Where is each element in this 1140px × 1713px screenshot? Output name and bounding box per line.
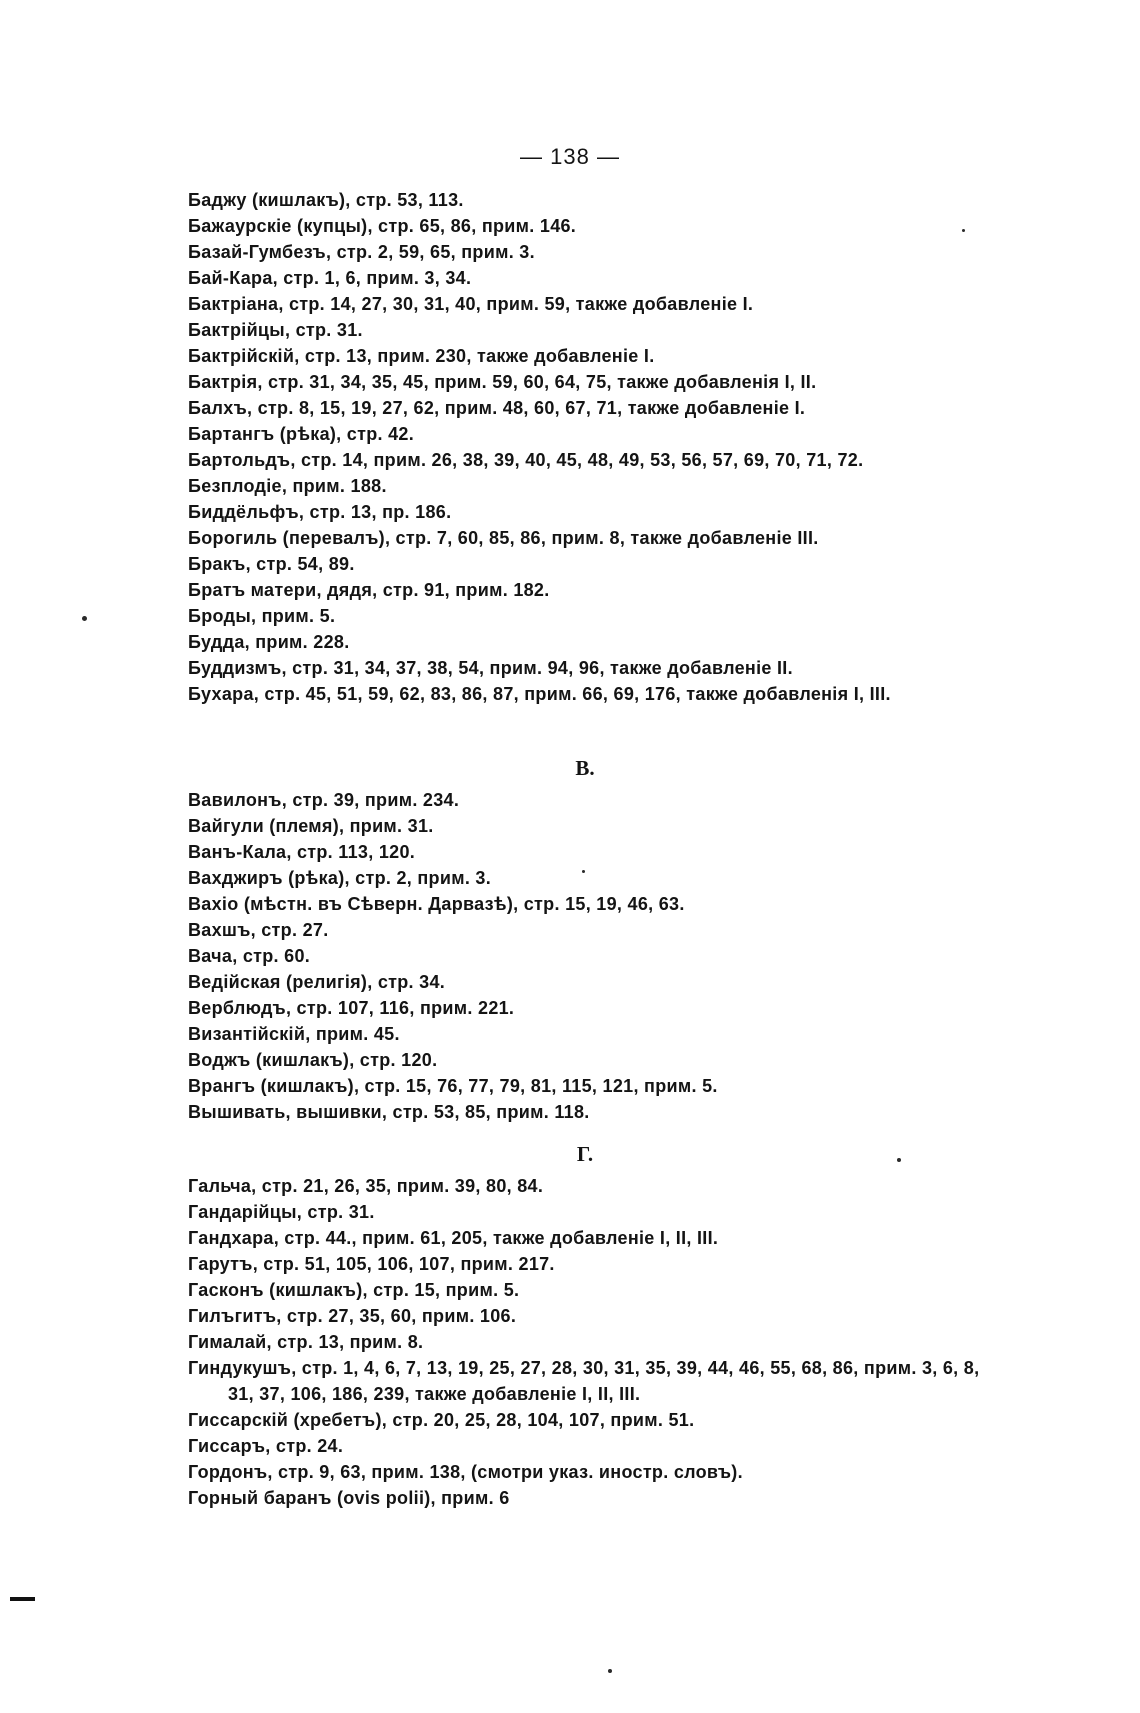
section-heading-v: В. bbox=[575, 756, 595, 780]
scan-speck bbox=[82, 616, 87, 621]
index-entry: Гальча, стр. 21, 26, 35, прим. 39, 80, 84. bbox=[188, 1176, 544, 1196]
index-entry: Базай-Гумбезъ, стр. 2, 59, 65, прим. 3. bbox=[188, 242, 535, 262]
scan-dash-mark bbox=[10, 1597, 35, 1601]
index-entry: Бактрія, стр. 31, 34, 35, 45, прим. 59, 60, 64, 75, также добавленія I, II. bbox=[188, 372, 817, 392]
index-entry: Гарутъ, стр. 51, 105, 106, 107, прим. 217. bbox=[188, 1254, 555, 1274]
index-entry: Врангъ (кишлакъ), стр. 15, 76, 77, 79, 81, 115, 121, прим. 5. bbox=[188, 1076, 718, 1096]
index-entry: Вайгули (племя), прим. 31. bbox=[188, 816, 434, 836]
scan-speck bbox=[897, 1158, 901, 1162]
index-entry: Гималай, стр. 13, прим. 8. bbox=[188, 1332, 424, 1352]
index-entry: Бажаурскіе (купцы), стр. 65, 86, прим. 146. bbox=[188, 216, 577, 236]
index-entry: Борогиль (перевалъ), стр. 7, 60, 85, 86, прим. 8, также добавленіе III. bbox=[188, 528, 819, 548]
index-entry: Броды, прим. 5. bbox=[188, 606, 336, 626]
index-entry: Братъ матери, дядя, стр. 91, прим. 182. bbox=[188, 580, 550, 600]
index-entry: Безплодіе, прим. 188. bbox=[188, 476, 387, 496]
section-v bbox=[188, 787, 1008, 1125]
index-entry: Гиссарскій (хребетъ), стр. 20, 25, 28, 104, 107, прим. 51. bbox=[188, 1410, 695, 1430]
index-entry: Бактрійскій, стр. 13, прим. 230, также добавленіе I. bbox=[188, 346, 655, 366]
index-entry: Гиндукушъ, стр. 1, 4, 6, 7, 13, 19, 25, 27, 28, 30, 31, 35, 39, 44, 46, 55, 68, 86, прим. 3, 6, 8, 31, 37, 106, 186, 239, также добавленіе I, II, III. bbox=[188, 1358, 980, 1404]
section-heading-g: Г. bbox=[576, 1142, 594, 1166]
section-g bbox=[188, 1173, 1008, 1511]
index-entry: Бартангъ (рѣка), стр. 42. bbox=[188, 424, 415, 444]
index-entry: Бракъ, стр. 54, 89. bbox=[188, 554, 355, 574]
index-entry: Буддизмъ, стр. 31, 34, 37, 38, 54, прим. 94, 96, также добавленіе II. bbox=[188, 658, 793, 678]
index-entry: Вавилонъ, стр. 39, прим. 234. bbox=[188, 790, 460, 810]
index-entry: Бартольдъ, стр. 14, прим. 26, 38, 39, 40, 45, 48, 49, 53, 56, 57, 69, 70, 71, 72. bbox=[188, 450, 864, 470]
index-entry: Верблюдъ, стр. 107, 116, прим. 221. bbox=[188, 998, 515, 1018]
index-entry: Балхъ, стр. 8, 15, 19, 27, 62, прим. 48, 60, 67, 71, также добавленіе I. bbox=[188, 398, 806, 418]
index-entry: Ведійская (религія), стр. 34. bbox=[188, 972, 446, 992]
index-entry: Вахіо (мѣстн. въ Сѣверн. Дарвазѣ), стр. 15, 19, 46, 63. bbox=[188, 894, 685, 914]
index-entry: Бактрійцы, стр. 31. bbox=[188, 320, 363, 340]
index-entry: Вышивать, вышивки, стр. 53, 85, прим. 118. bbox=[188, 1102, 590, 1122]
index-entry: Биддёльфъ, стр. 13, пр. 186. bbox=[188, 502, 452, 522]
scan-speck bbox=[608, 1669, 612, 1673]
page-number: — 138 — bbox=[520, 144, 620, 169]
index-entry: Вача, стр. 60. bbox=[188, 946, 311, 966]
index-entry: Гордонъ, стр. 9, 63, прим. 138, (смотри указ. иностр. словъ). bbox=[188, 1462, 743, 1482]
scan-speck bbox=[962, 229, 965, 232]
index-entry: Гандхара, стр. 44., прим. 61, 205, также добавленіе I, II, III. bbox=[188, 1228, 719, 1248]
section-b bbox=[188, 187, 1008, 707]
index-entry: Баджу (кишлакъ), стр. 53, 113. bbox=[188, 190, 464, 210]
index-entry: Вахджиръ (рѣка), стр. 2, прим. 3. bbox=[188, 868, 492, 888]
index-entry: Воджъ (кишлакъ), стр. 120. bbox=[188, 1050, 438, 1070]
index-entry: Византійскій, прим. 45. bbox=[188, 1024, 400, 1044]
index-entry: Горный баранъ (ovis polii), прим. 6 bbox=[188, 1488, 510, 1508]
index-entry: Вахшъ, стр. 27. bbox=[188, 920, 329, 940]
index-entry: Гилъгитъ, стр. 27, 35, 60, прим. 106. bbox=[188, 1306, 517, 1326]
index-entry: Бай-Кара, стр. 1, 6, прим. 3, 34. bbox=[188, 268, 472, 288]
index-entry: Гасконъ (кишлакъ), стр. 15, прим. 5. bbox=[188, 1280, 520, 1300]
index-entry: Ванъ-Кала, стр. 113, 120. bbox=[188, 842, 416, 862]
index-entry: Будда, прим. 228. bbox=[188, 632, 350, 652]
scan-speck bbox=[582, 870, 585, 873]
index-entry: Гиссаръ, стр. 24. bbox=[188, 1436, 344, 1456]
index-entry: Бухара, стр. 45, 51, 59, 62, 83, 86, 87, прим. 66, 69, 176, также добавленія I, III. bbox=[188, 684, 891, 704]
index-entry: Бактріана, стр. 14, 27, 30, 31, 40, прим. 59, также добавленіе I. bbox=[188, 294, 754, 314]
index-entry: Гандарійцы, стр. 31. bbox=[188, 1202, 375, 1222]
